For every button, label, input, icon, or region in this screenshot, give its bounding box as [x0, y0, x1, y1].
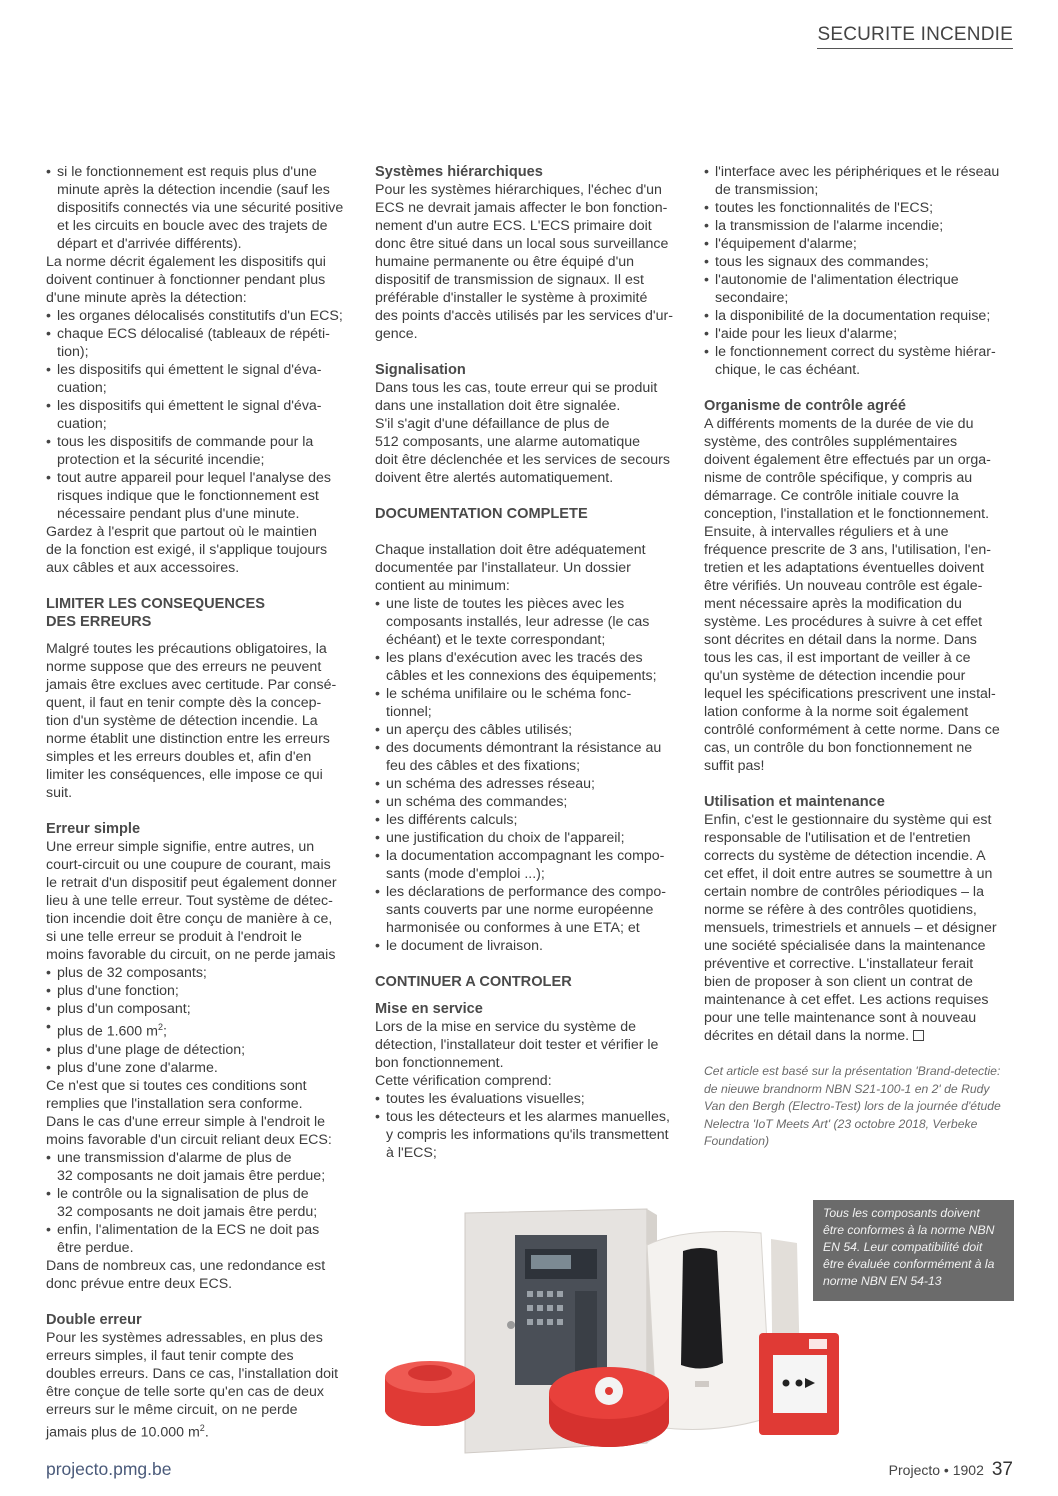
list-item-line: une justification du choix de l'appareil; [386, 830, 625, 846]
subheading: Systèmes hiérarchiques [375, 164, 543, 180]
list-item-line: protection et la sécurité incendie; [57, 452, 265, 468]
list-item-line: l'aide pour les lieux d'alarme; [715, 326, 898, 342]
list-item [704, 307, 1013, 325]
paragraph-line: dans une installation doit être signalée. [375, 398, 621, 414]
paragraph-line: corrects du système de détection incendie. A [704, 848, 986, 864]
paragraph-line: doubles erreurs. Dans ce cas, l'installation doit [46, 1365, 339, 1382]
footer-url[interactable]: projecto.pmg.be [46, 1459, 172, 1479]
paragraph [375, 181, 684, 343]
paragraph-line: donc être situé dans un local sous surveillance [375, 236, 669, 252]
paragraph [46, 640, 354, 802]
paragraph-line: gence. [375, 326, 418, 342]
paragraph-line: documentée par l'installateur. Un dossier [375, 560, 631, 576]
paragraph [46, 253, 354, 307]
superscript: 2 [157, 1022, 163, 1032]
list-item-line: tous les détecteurs et les alarmes manuelles, [386, 1109, 670, 1125]
subheading: Signalisation [375, 362, 466, 378]
paragraph-line: donc prévue entre deux ECS. [46, 1275, 233, 1292]
paragraph-line: fréquence prescrite de 3 ans, l'utilisation, l'en- [704, 542, 991, 558]
list-item [375, 883, 684, 937]
list-item-line: le contrôle ou la signalisation de plus de [57, 1185, 309, 1202]
paragraph-line: suffit pas! [704, 758, 765, 774]
list-item-line: la documentation accompagnant les compo- [386, 848, 665, 864]
paragraph-line: Dans de nombreux cas, une redondance est [46, 1257, 326, 1274]
photo-caption-line: Tous les composants doivent [823, 1206, 980, 1220]
list-item-line: tionnel; [386, 704, 432, 720]
list-item-line: l'autonomie de l'alimentation électrique [715, 272, 959, 288]
list-item-line: et les circuits en boucle avec des trajets de [57, 218, 328, 234]
paragraph-line: Une erreur simple signifie, entre autres, un [46, 839, 315, 855]
paragraph-line: Pour les systèmes adressables, en plus des [46, 1329, 323, 1346]
column-1 [46, 163, 354, 1441]
paragraph-line: 512 composants, une alarme automatique [375, 434, 640, 450]
paragraph-line: doivent également être effectués par un orga- [704, 452, 991, 468]
list-item [375, 829, 684, 847]
list-item-line: tous les signaux des commandes; [715, 254, 929, 270]
paragraph-line: préférable d'installer le système à proximité [375, 290, 648, 306]
paragraph-line: pour une telle maintenance sont à nouveau [704, 1010, 977, 1026]
paragraph-line: décrites en détail dans la norme. [704, 1028, 910, 1044]
list-item-line: chique, le cas échéant. [715, 362, 861, 378]
paragraph [46, 1257, 354, 1293]
page-number: 37 [991, 1459, 1013, 1480]
list-item-line: secondaire; [715, 290, 789, 306]
list-item-line: dispositifs connectés via une sécurité positive [57, 200, 344, 216]
paragraph-line: moins favorable d'un circuit reliant deux ECS: [46, 1131, 332, 1148]
bullet-list [46, 163, 354, 253]
list-item-line: à l'ECS; [386, 1145, 437, 1161]
list-item-line: échéant) et le texte correspondant; [386, 632, 606, 648]
paragraph-line: Ensuite, à intervalles réguliers et à une [704, 524, 949, 540]
list-item-line: être perdue. [57, 1239, 134, 1256]
paragraph-line: humaine permanente ou être équipé d'un [375, 254, 635, 270]
list-item [46, 1185, 354, 1221]
section-label: SECURITE INCENDIE [817, 24, 1013, 49]
list-item-line: les dispositifs qui émettent le signal d'éva- [57, 362, 322, 378]
article-source-note-line: Foundation) [704, 1134, 770, 1148]
list-item-line: toutes les évaluations visuelles; [386, 1091, 585, 1107]
paragraph-line: A différents moments de la durée de vie du [704, 416, 974, 432]
paragraph-line: Gardez à l'esprit que partout où le maintien [46, 524, 317, 540]
list-item-line: 32 composants ne doit jamais être perdu; [57, 1203, 318, 1220]
list-item [375, 811, 684, 829]
list-item [704, 343, 1013, 379]
list-item [46, 1059, 354, 1077]
list-item-text: plus d'un composant; [57, 1001, 191, 1017]
list-item-line: sants couverts par une norme européenne [386, 902, 654, 918]
list-item [375, 775, 684, 793]
bullet-list [46, 307, 354, 523]
paragraph-line: contient au minimum: [375, 578, 510, 594]
paragraph-line: norme se réfère à des contrôles quotidiens, [704, 902, 977, 918]
paragraph-line: jamais plus de 10.000 m [46, 1424, 200, 1441]
photo-caption-line: norme NBN EN 54-13 [823, 1274, 942, 1288]
paragraph-line: maintenance à cet effet. Les actions requises [704, 992, 989, 1008]
paragraph-line: moins favorable du circuit, on ne perde jamais [46, 947, 336, 963]
bullet-list [375, 595, 684, 955]
sounder-image [549, 1367, 669, 1447]
paragraph-line: doivent continuer à fonctionner pendant plus [46, 272, 326, 288]
list-item-line: un aperçu des câbles utilisés; [386, 722, 573, 738]
paragraph-line: lation conforme à la norme soit également [704, 704, 969, 720]
paragraph-line: Enfin, c'est le gestionnaire du système qui est [704, 812, 992, 828]
paragraph [375, 541, 684, 595]
paragraph-line: norme établit une distinction entre les erreurs [46, 731, 330, 747]
list-item-line: feu des câbles et des fixations; [386, 758, 581, 774]
list-item [46, 1221, 354, 1257]
paragraph-line: Malgré toutes les précautions obligatoires, la [46, 641, 327, 657]
list-item-line: harmonisée ou conformes à une ETA; et [386, 920, 640, 936]
list-item [46, 307, 354, 325]
call-point-image [759, 1333, 839, 1435]
subheading: Utilisation et maintenance [704, 794, 885, 810]
list-item-text: plus de 1.600 m [57, 1023, 158, 1040]
subheading: Erreur simple [46, 821, 141, 837]
list-item-line: si le fonctionnement est requis plus d'une [57, 164, 317, 180]
list-item [46, 964, 354, 982]
smoke-detector-image [385, 1361, 475, 1426]
list-item [704, 253, 1013, 271]
list-item-line: le schéma unifilaire ou le schéma fonc- [386, 686, 632, 702]
paragraph-line: une société spécialisée dans la maintenance [704, 938, 986, 954]
list-item-line: les déclarations de performance des compo- [386, 884, 666, 900]
paragraph [704, 811, 1013, 1045]
list-item-text: plus d'une zone d'alarme. [57, 1059, 218, 1076]
paragraph-line: tous les cas, il est important de veiller à ce [704, 650, 971, 666]
list-item-line: les organes délocalisés constitutifs d'un ECS; [57, 308, 343, 324]
list-item-line: un schéma des commandes; [386, 794, 568, 810]
list-item-line: enfin, l'alimentation de la ECS ne doit pas [57, 1221, 320, 1238]
list-item-line: un schéma des adresses réseau; [386, 776, 595, 792]
list-item [375, 685, 684, 721]
paragraph-line: système, des contrôles supplémentaires [704, 434, 958, 450]
paragraph-line: Dans le cas d'une erreur simple à l'endroit le [46, 1113, 326, 1130]
article-source-note [704, 1063, 1013, 1151]
paragraph-line: aux câbles et aux accessoires. [46, 560, 240, 576]
paragraph [704, 415, 1013, 775]
article-source-note-line: Van den Bergh (Electro-Test) lors de la journée d'étude [704, 1099, 1001, 1113]
list-item [375, 721, 684, 739]
paragraph-line: lieu à une telle erreur. Tout système de détec- [46, 893, 333, 909]
list-item [46, 325, 354, 361]
list-item [704, 217, 1013, 235]
photo-caption-line: être évaluée conformément à la [823, 1257, 995, 1271]
paragraph [46, 1077, 354, 1149]
list-item [46, 1041, 354, 1059]
article-source-note-line: Cet article est basé sur la présentation 'Brand-detectie: [704, 1064, 1001, 1078]
paragraph-line: des points d'accès utilisés par les services d'ur- [375, 308, 673, 324]
paragraph-line: mensuels, trimestriels et annuels – et désigner [704, 920, 997, 936]
paragraph-line: le retrait d'un dispositif peut également donner [46, 875, 337, 891]
column-3 [704, 163, 1013, 1151]
list-item [704, 163, 1013, 199]
paragraph-line: dispositif de transmission de signaux. Il est [375, 272, 644, 288]
paragraph-line: erreurs simples, il faut tenir compte des [46, 1347, 294, 1364]
list-item-line: risques indique que le fonctionnement est [57, 488, 319, 504]
section-heading-line: LIMITER LES CONSEQUENCES [46, 596, 265, 612]
paragraph [46, 1329, 354, 1442]
list-item-text: plus de 32 composants; [57, 965, 207, 981]
list-item-line: composants installés, leur adresse (le cas [386, 614, 650, 630]
paragraph-line: remplies que l'installation sera conforme. [46, 1095, 303, 1112]
paragraph [46, 838, 354, 964]
list-item-line: tout autre appareil pour lequel l'analyse des [57, 470, 332, 486]
list-item: • plus de 1.600 $m^2$; [46, 1018, 354, 1041]
list-item [46, 1000, 354, 1018]
bullet-list [46, 1149, 354, 1257]
paragraph-line: quent, il faut en tenir compte dès la concep- [46, 695, 322, 711]
paragraph-line: Lors de la mise en service du système de [375, 1019, 637, 1035]
paragraph: Cette vérification comprend: [375, 1073, 552, 1089]
list-item-line: de transmission; [715, 182, 819, 198]
paragraph-line: cet effet, il doit entre autres se soumettre à un [704, 866, 993, 882]
list-item [46, 469, 354, 523]
bullet-list [46, 964, 354, 1077]
paragraph-line: être conçue de telle sorte qu'en cas de deux [46, 1383, 324, 1400]
column-2 [375, 163, 684, 1162]
paragraph-line: nement d'un autre ECS. L'ECS primaire doit [375, 218, 652, 234]
paragraph-line: Ce n'est que si toutes ces conditions sont [46, 1077, 307, 1094]
paragraph-line: tretien et les adaptations éventuelles doivent [704, 560, 984, 576]
list-item-line: sants (mode d'emploi ...); [386, 866, 545, 882]
list-item-line: les plans d'exécution avec les tracés des [386, 650, 643, 666]
list-item-line: le document de livraison. [386, 938, 543, 954]
list-item-line: toutes les fonctionnalités de l'ECS; [715, 200, 934, 216]
list-item [46, 1149, 354, 1185]
paragraph [375, 1018, 684, 1072]
list-item [46, 361, 354, 397]
list-item [375, 1090, 684, 1108]
article-source-note-line: Nelectra 'IoT Meets Art' (23 octobre 2018, Verbeke [704, 1116, 978, 1131]
paragraph-line: doit être déclenchée et les services de secours [375, 452, 670, 468]
list-item-line: une transmission d'alarme de plus de [57, 1149, 292, 1166]
superscript: 2 [199, 1422, 205, 1433]
list-item [704, 235, 1013, 253]
list-item-line: cuation; [57, 380, 107, 396]
bullet-list [375, 1090, 684, 1162]
paragraph-line: norme suppose que des erreurs ne peuvent [46, 659, 322, 675]
paragraph-line: détection, l'installateur doit tester et vérifier le [375, 1037, 659, 1053]
list-item-line: 32 composants ne doit jamais être perdue; [57, 1167, 326, 1184]
paragraph-line: nisme de contrôle spécifique, y compris au [704, 470, 973, 486]
paragraph-line: La norme décrit également les dispositifs qui [46, 254, 326, 270]
photo-caption [813, 1200, 1014, 1301]
paragraph-line: qu'un système de détection incendie pour [704, 668, 966, 684]
paragraph-line: ment nécessaire après la modification du [704, 596, 962, 612]
section-heading: DOCUMENTATION COMPLETE [375, 506, 588, 522]
section-heading: CONTINUER A CONTROLER [375, 974, 572, 990]
list-item [704, 325, 1013, 343]
list-item-line: les dispositifs qui émettent le signal d'éva- [57, 398, 322, 414]
list-item-line: l'interface avec les périphériques et le réseau [715, 164, 1000, 180]
paragraph-line: Chaque installation doit être adéquatement [375, 542, 646, 558]
list-item [46, 433, 354, 469]
list-item-line: tion); [57, 344, 89, 360]
list-item-line: minute après la détection incendie (sauf les [57, 182, 330, 198]
paragraph-line: certain nombre de contrôles périodiques – la [704, 884, 984, 900]
paragraph-line: lequel les spécifications prescrivent une instal- [704, 686, 996, 702]
paragraph-line: tion d'un système de détection incendie. La [46, 713, 318, 729]
subheading: Double erreur [46, 1311, 142, 1328]
paragraph-line: Pour les systèmes hiérarchiques, l'échec d'un [375, 182, 662, 198]
paragraph-line: démarrage. Ce contrôle initiale couvre la [704, 488, 959, 504]
paragraph-line: erreurs sur le même circuit, on ne perde [46, 1401, 298, 1418]
paragraph [375, 379, 684, 487]
list-item-line: câbles et les connexions des équipements; [386, 668, 657, 684]
list-item-line: la transmission de l'alarme incendie; [715, 218, 944, 234]
list-item-line: une liste de toutes les pièces avec les [386, 596, 625, 612]
paragraph-line: conception, l'installation et le fonctionnement. [704, 506, 990, 522]
paragraph-line: être vérifiés. Un nouveau contrôle est égale- [704, 578, 983, 594]
footer-issue [889, 1459, 1013, 1481]
paragraph-line: responsable de l'utilisation et de l'entretien [704, 830, 971, 846]
paragraph-line: système. Les procédures à suivre à cet effet [704, 614, 983, 630]
list-item-line: chaque ECS délocalisé (tableaux de répéti- [57, 326, 330, 342]
paragraph-line: si une telle erreur se produit à l'endroit le [46, 929, 302, 945]
paragraph [46, 523, 354, 577]
list-item-line: départ et d'arrivée différents). [57, 236, 242, 252]
paragraph-line: préventive et corrective. L'installateur ferait [704, 956, 974, 972]
list-item [46, 397, 354, 433]
list-item [375, 649, 684, 685]
paragraph-line: jamais être exclues avec certitude. Par consé- [46, 677, 337, 693]
list-item [375, 595, 684, 649]
photo-caption-line: EN 54. Leur compatibilité doit [823, 1240, 983, 1254]
paragraph-line: bien de proposer à son client un contrat de [704, 974, 973, 990]
list-item-line: le fonctionnement correct du système hiérar- [715, 344, 996, 360]
section-heading [46, 595, 354, 631]
paragraph-line: ECS ne devrait jamais affecter le bon fonction- [375, 200, 668, 216]
paragraph-line: contrôlé conformément à cette norme. Dans ce [704, 722, 1000, 738]
paragraph-line: de la fonction est exigé, il s'applique toujours [46, 542, 328, 558]
list-item [704, 271, 1013, 307]
paragraph-line: d'une minute après la détection: [46, 290, 247, 306]
list-item [375, 1108, 684, 1162]
list-item-line: nécessaire pendant plus d'une minute. [57, 506, 300, 522]
article-source-note-line: de nieuwe brandnorm NBN S21-100-1 en 2' de Rudy [704, 1081, 990, 1096]
list-item [704, 199, 1013, 217]
list-item-line: cuation; [57, 416, 107, 432]
bullet-list [704, 163, 1013, 379]
list-item-text: plus d'une plage de détection; [57, 1041, 246, 1058]
issue-label: Projecto • 1902 [888, 1462, 984, 1478]
paragraph-line: simples et les erreurs doubles et, afin d'en [46, 749, 312, 765]
list-item-line: l'équipement d'alarme; [715, 236, 857, 252]
list-item-line: des documents démontrant la résistance au [386, 740, 662, 756]
list-item [46, 163, 354, 253]
section-heading-line: DES ERREURS [46, 614, 152, 630]
paragraph-line: tion incendie doit être conçu de manière à ce, [46, 911, 333, 927]
list-item [375, 739, 684, 775]
paragraph-line: limiter les conséquences, elle impose ce qui [46, 767, 323, 783]
end-mark-icon [913, 1030, 924, 1041]
list-item-line: y compris les informations qu'ils transmettent [386, 1127, 669, 1143]
photo-caption-line: être conformes à la norme NBN [823, 1223, 995, 1237]
period: . [204, 1424, 209, 1441]
paragraph-line: suit. [46, 785, 73, 801]
paragraph-line: cas, un contrôle du bon fonctionnement ne [704, 740, 973, 756]
list-item [375, 937, 684, 955]
list-item-line: les différents calculs; [386, 812, 518, 828]
list-item-line: tous les dispositifs de commande pour la [57, 434, 314, 450]
paragraph-line: bon fonctionnement. [375, 1055, 504, 1071]
paragraph-line: doivent être alertés automatiquement. [375, 470, 614, 486]
paragraph-line: S'il s'agit d'une défaillance de plus de [375, 416, 610, 432]
list-item-line: la disponibilité de la documentation requise; [715, 308, 991, 324]
list-item [375, 793, 684, 811]
subheading: Organisme de contrôle agréé [704, 398, 906, 414]
list-item [46, 982, 354, 1000]
paragraph-line: sont décrites en détail dans la norme. Dans [704, 632, 977, 648]
list-item [375, 847, 684, 883]
paragraph-line: court-circuit ou une coupure de courant, mais [46, 857, 331, 873]
paragraph-line: Dans tous les cas, toute erreur qui se produit [375, 380, 658, 396]
list-item-text: plus d'une fonction; [57, 983, 179, 999]
subheading: Mise en service [375, 1001, 483, 1017]
